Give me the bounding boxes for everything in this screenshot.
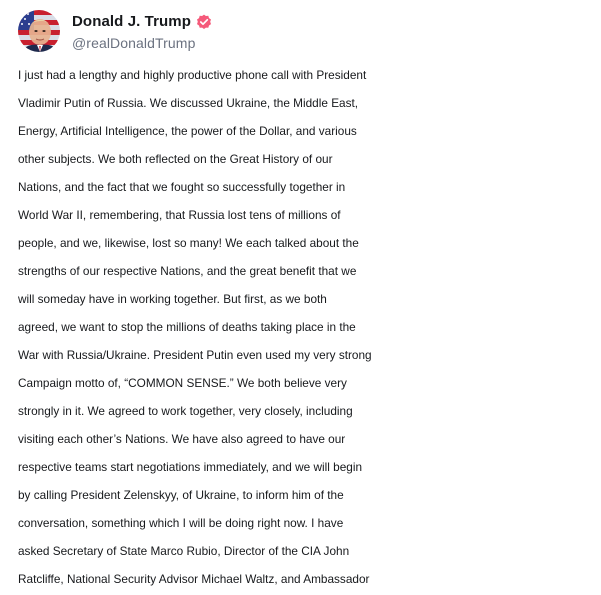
author-handle[interactable]: @realDonaldTrump [72, 34, 196, 51]
post-text-line: conversation, something which I will be doing right now. I have [18, 516, 344, 530]
post-text-line: by calling President Zelenskyy, of Ukraine, to inform him of the [18, 488, 344, 502]
post-text-line: agreed, we want to stop the millions of deaths taking place in the [18, 320, 356, 334]
post-text-line: Campaign motto of, “COMMON SENSE.” We both believe very [18, 376, 347, 390]
post-text-line: respective teams start negotiations immediately, and we will begin [18, 460, 363, 474]
post-text-line: strongly in it. We agreed to work together, very closely, including [18, 404, 353, 418]
post-text-line: people, and we, likewise, lost so many! We each talked about the [18, 236, 359, 250]
post-header [18, 8, 212, 54]
verified-badge-icon [196, 14, 212, 30]
name-row [72, 12, 212, 32]
author-display-name[interactable]: Donald J. Trump [72, 13, 192, 30]
post-text-line: Energy, Artificial Intelligence, the power of the Dollar, and various [18, 124, 357, 138]
post-body [18, 61, 601, 593]
portrait-avatar-icon [18, 10, 60, 52]
post-text-line: other subjects. We both reflected on the Great History of our [18, 152, 333, 166]
author-identity [72, 12, 212, 51]
post-text-line: War with Russia/Ukraine. President Putin even used my very strong [18, 348, 372, 362]
avatar[interactable] [18, 10, 60, 52]
post-text-line: Nations, and the fact that we fought so successfully together in [18, 180, 346, 194]
post-text-line: strengths of our respective Nations, and the great benefit that we [18, 264, 357, 278]
post-text-line: asked Secretary of State Marco Rubio, Director of the CIA John [18, 544, 350, 558]
post-text-line: I just had a lengthy and highly productive phone call with President [18, 68, 367, 82]
post-text-line: visiting each other’s Nations. We have also agreed to have our [18, 432, 346, 446]
post-text-line: Ratcliffe, National Security Advisor Michael Waltz, and Ambassador [18, 572, 370, 586]
post-text-line: will someday have in working together. But first, as we both [18, 292, 327, 306]
post-text-line: Vladimir Putin of Russia. We discussed Ukraine, the Middle East, [18, 96, 359, 110]
post-text-line: World War II, remembering, that Russia lost tens of millions of [18, 208, 341, 222]
